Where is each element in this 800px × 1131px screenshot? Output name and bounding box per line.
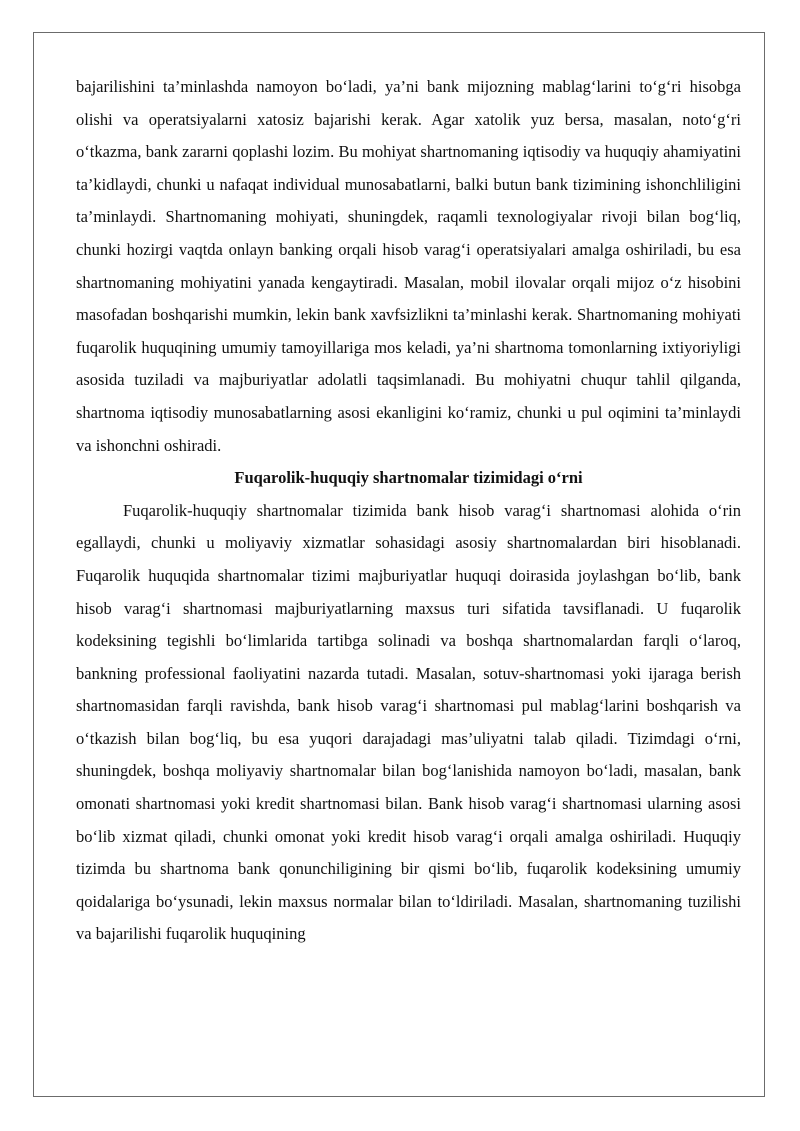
document-body (76, 71, 741, 951)
section-heading: Fuqarolik-huquqiy shartnomalar tizimidagi o‘rni (234, 468, 583, 488)
body-paragraph: bajarilishini ta’minlashda namoyon bo‘ladi, ya’ni bank mijozning mablag‘larini to‘g‘ri hisobga olishi va operatsiyalarni xatosiz bajarishi kerak. Agar xatolik yuz bersa, masalan, noto‘g‘ri o‘tkazma, bank zararni qoplashi lozim. Bu mohiyat shartnomaning iqtisodiy va huquqiy ahamiyatini ta’kidlaydi, chunki u nafaqat individual munosabatlarni, balki butun bank tizimining ishonchliligini ta’minlaydi. Shartnomaning mohiyati, shuningdek, raqamli texnologiyalar rivoji bilan bog‘liq, chunki hozirgi vaqtda onlayn banking orqali hisob varag‘i operatsiyalari amalga oshiriladi, bu esa shartnomaning mohiyatini yanada kengaytiradi. Masalan, mobil ilovalar orqali mijoz o‘z hisobini masofadan boshqarishi mumkin, lekin bank xavfsizlikni ta’minlashi kerak. Shartnomaning mohiyati fuqarolik huquqining umumiy tamoyillariga mos keladi, ya’ni shartnoma tomonlarning ixtiyoriyligi asosida tuziladi va majburiyatlar adolatli taqsimlanadi. Bu mohiyatni chuqur tahlil qilganda, shartnoma iqtisodiy munosabatlarning asosi ekanligini ko‘ramiz, chunki u pul oqimini ta’minlaydi va ishonchni oshiradi. (76, 77, 741, 455)
body-paragraph: Fuqarolik-huquqiy shartnomalar tizimida bank hisob varag‘i shartnomasi alohida o‘rin egallaydi, chunki u moliyaviy xizmatlar sohasidagi asosiy shartnomalardan biri hisoblanadi. Fuqarolik huquqida shartnomalar tizimi majburiyatlar huquqi doirasida joylashgan bo‘lib, bank hisob varag‘i shartnomasi majburiyatlarning maxsus turi sifatida tavsiflanadi. U fuqarolik kodeksining tegishli bo‘limlarida tartibga solinadi va boshqa shartnomalardan farqli o‘laroq, bankning professional faoliyatini nazarda tutadi. Masalan, sotuv-shartnomasi yoki ijaraga berish shartnomasidan farqli ravishda, bank hisob varag‘i shartnomasi pul mablag‘larini boshqarish va o‘tkazish bilan bog‘liq, bu esa yuqori darajadagi mas’uliyatni talab qiladi. Tizimdagi o‘rni, shuningdek, boshqa moliyaviy shartnomalar bilan bog‘lanishida namoyon bo‘ladi, masalan, bank omonati shartnomasi yoki kredit shartnomasi bilan. Bank hisob varag‘i shartnomasi ularning asosi bo‘lib xizmat qiladi, chunki omonat yoki kredit hisob varag‘i orqali amalga oshiriladi. Huquqiy tizimda bu shartnoma bank qonunchiligining bir qismi bo‘lib, fuqarolik kodeksining umumiy qoidalariga bo‘ysunadi, lekin maxsus normalar bilan to‘ldiriladi. Masalan, shartnomaning tuzilishi va bajarilishi fuqarolik huquqining (76, 500, 741, 944)
